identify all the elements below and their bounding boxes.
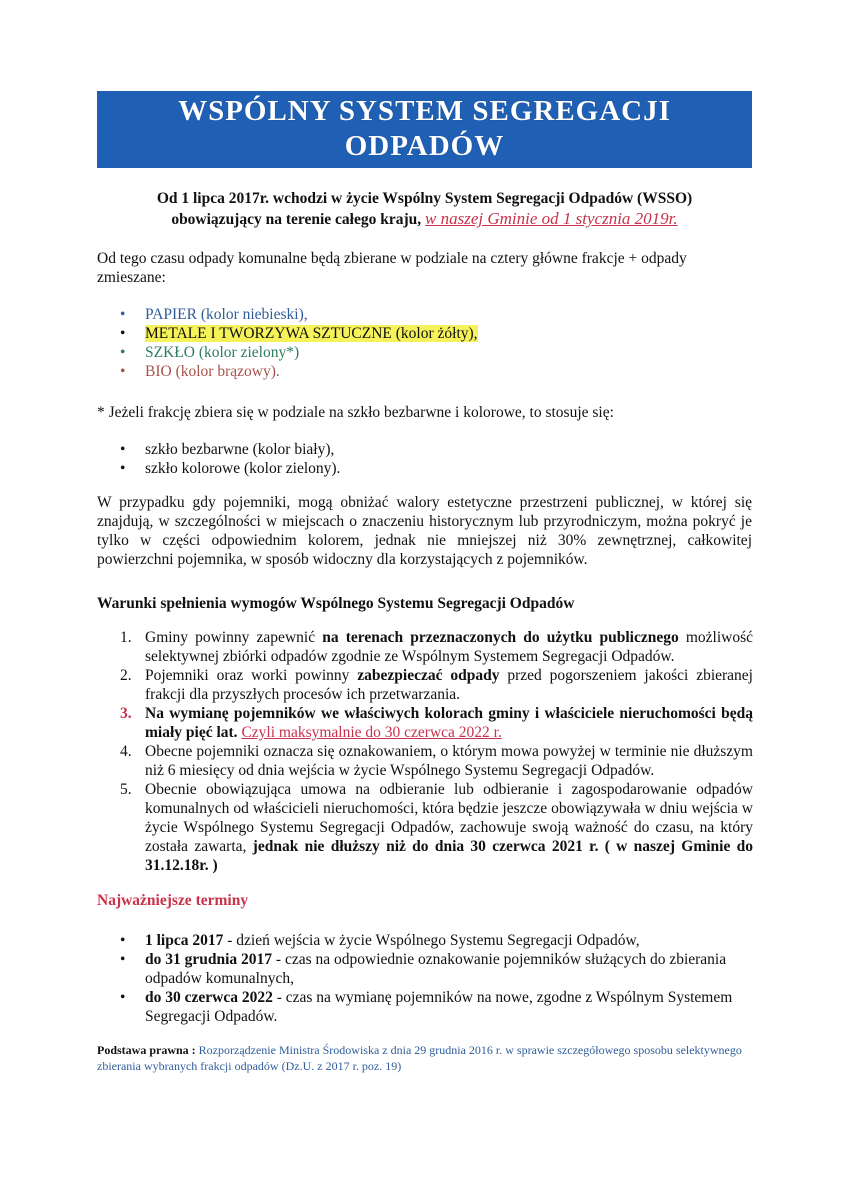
fraction-label: BIO (kolor brązowy). <box>145 363 280 380</box>
deadline-text: - czas na odpowiednie oznakowanie pojemników służących do zbierania odpadów komunalnych, <box>145 951 727 987</box>
intro-gmina-date: w naszej Gminie od 1 stycznia 2019r. <box>425 209 678 228</box>
glass-item-label: szkło bezbarwne (kolor biały), <box>145 441 335 458</box>
legal-basis-text: Rozporządzenie Ministra Środowiska z dnia 29 grudnia 2016 r. w sprawie szczegółowego sposobu selektywnego zbierania wybranych frakcji odpadów (Dz.U. z 2017 r. poz. 19) <box>97 1043 742 1073</box>
condition-number: 2. <box>120 667 132 684</box>
fraction-label: METALE I TWORZYWA SZTUCZNE (kolor żółty), <box>145 325 478 342</box>
deadlines-heading: Najważniejsze terminy <box>97 892 249 909</box>
intro-line-2 <box>97 209 752 230</box>
condition-text: Obecne pojemniki oznacza się oznakowaniem, o którym mowa powyżej w terminie nie dłuższym niż 6 miesięcy od dnia wejścia w życie Wspólnego Systemu Segregacji Odpadów. <box>145 743 753 779</box>
glass-item-label: szkło kolorowe (kolor zielony). <box>145 460 341 477</box>
deadline-item <box>120 950 748 988</box>
condition-text: Gminy powinny zapewnić <box>145 629 323 646</box>
deadline-date: 1 lipca 2017 <box>145 932 224 949</box>
glass-list <box>120 440 740 478</box>
deadline-date: do 30 czerwca 2022 <box>145 989 273 1006</box>
condition-text: przed pogorszeniem jakości zbieranej frakcji dla przyszłych procesów ich przetwarzania. <box>145 667 753 703</box>
condition-bold: Na wymianę pojemników we właściwych kolorach gminy i właściciele nieruchomości będą miały pięć lat. <box>145 705 753 741</box>
condition-text: możliwość selektywnej zbiórki odpadów zgodnie ze Wspólnym Systemem Segregacji Odpadów. <box>145 629 754 665</box>
glass-item <box>120 440 740 459</box>
containers-paragraph: W przypadku gdy pojemniki, mogą obniżać walory estetyczne przestrzeni publicznej, w której się znajdują, w szczególności w miejscach o znaczeniu historycznym lub przyrodniczym, można pokryć je tylko w części odpowiednim kolorem, jednak nie mniejszej niż 30% zewnętrznej, całkowitej powierzchni pojemnika, w sposób widoczny dla korzystających z pojemników. <box>97 494 752 568</box>
condition-number: 1. <box>120 629 132 646</box>
condition-item <box>120 704 753 742</box>
deadline-item <box>120 988 748 1026</box>
condition-item <box>120 742 753 780</box>
title-line-1: WSPÓLNY SYSTEM SEGREGACJI <box>178 95 671 127</box>
deadline-text: - czas na wymianę pojemników na nowe, zgodne z Wspólnym Systemem Segregacji Odpadów. <box>145 989 733 1025</box>
condition-item <box>120 628 753 666</box>
fraction-list <box>120 305 740 381</box>
conditions-list <box>120 628 753 875</box>
intro-line-2-text: obowiązujący na terenie całego kraju, <box>171 211 422 228</box>
lead-paragraph: Od tego czasu odpady komunalne będą zbierane w podziale na cztery główne frakcje + odpady zmieszane: <box>97 250 687 286</box>
condition-deadline: Czyli maksymalnie do 30 czerwca 2022 r. <box>241 724 502 741</box>
condition-item <box>120 666 753 704</box>
deadlines-list <box>120 931 748 1026</box>
legal-basis-label: Podstawa prawna : <box>97 1043 196 1057</box>
intro <box>97 189 752 230</box>
condition-number: 3. <box>120 705 132 722</box>
glass-item <box>120 459 740 478</box>
intro-line-1: Od 1 lipca 2017r. wchodzi w życie Wspólny System Segregacji Odpadów (WSSO) <box>156 190 693 207</box>
condition-bold: zabezpieczać odpady <box>357 667 500 684</box>
deadline-date: do 31 grudnia 2017 <box>145 951 273 968</box>
condition-number: 4. <box>120 743 132 760</box>
fraction-label: SZKŁO (kolor zielony*) <box>145 344 300 361</box>
legal-basis <box>97 1042 757 1074</box>
fraction-label: PAPIER (kolor niebieski), <box>145 306 308 323</box>
condition-bold: jednak nie dłuższy niż do dnia 30 czerwca 2021 r. ( w naszej Gminie do 31.12.18r. ) <box>145 838 754 874</box>
title-banner <box>97 91 752 168</box>
deadline-item <box>120 931 748 950</box>
fraction-metal-plastic <box>120 324 740 343</box>
condition-text: Obecnie obowiązująca umowa na odbieranie lub odbieranie i zagospodarowanie odpadów komunalnych od właścicieli nieruchomości, która będzie jeszcze obowiązywała w dniu wejścia w życie Wspólnego Systemu Segregacji Odpadów, zachowuje swoją ważność do czasu, na który została zawarta, <box>145 781 753 855</box>
fraction-paper <box>120 305 740 324</box>
fraction-bio <box>120 362 740 381</box>
condition-item <box>120 780 753 875</box>
deadline-text: - dzień wejścia w życie Wspólnego Systemu Segregacji Odpadów, <box>223 932 640 949</box>
conditions-heading: Warunki spełnienia wymogów Wspólnego Systemu Segregacji Odpadów <box>97 595 575 612</box>
condition-bold: na terenach przeznaczonych do użytku publicznego <box>322 629 679 646</box>
condition-number: 5. <box>120 781 132 798</box>
condition-text: Pojemniki oraz worki powinny <box>145 667 358 684</box>
fraction-glass <box>120 343 740 362</box>
title-line-2: ODPADÓW <box>344 130 505 162</box>
glass-note: * Jeżeli frakcję zbiera się w podziale na szkło bezbarwne i kolorowe, to stosuje się: <box>97 404 614 421</box>
